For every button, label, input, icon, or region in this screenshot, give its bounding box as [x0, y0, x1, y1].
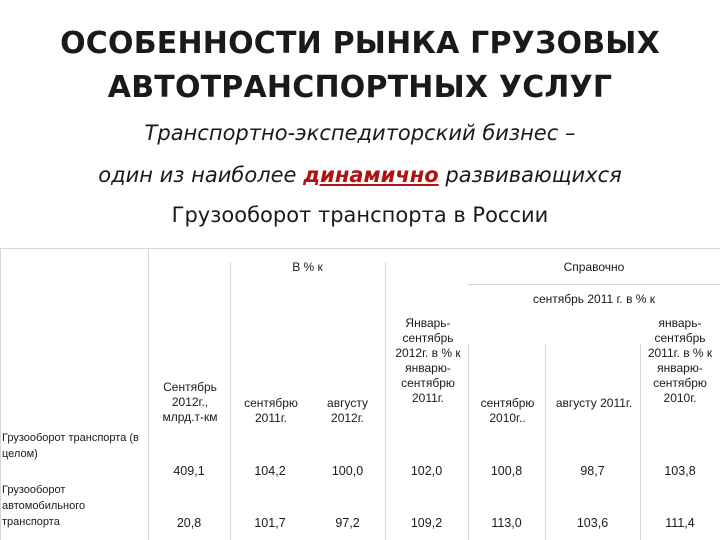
col-header-vs-aug-2012: августу 2012г.	[327, 396, 368, 425]
table-cell: 103,6	[576, 516, 609, 530]
row-label-auto: Грузооборот автомобильного транспорта	[2, 484, 86, 528]
subtitle-line-2	[0, 162, 720, 188]
slide-title	[0, 22, 720, 110]
title-line-2: АВТОТРАНСПОРТНЫХ УСЛУГ	[107, 70, 613, 105]
group-header-percent: В % к	[292, 260, 323, 274]
col-header-vs-sep-2011: сентябрю 2011г.	[244, 396, 298, 425]
table-cell: 101,7	[254, 516, 286, 530]
table-cell: 20,8	[176, 516, 202, 530]
table-cell: 113,0	[491, 516, 522, 530]
group-header-reference: Справочно	[563, 260, 625, 274]
freight-turnover-table	[0, 248, 720, 540]
table-cell: 104,2	[254, 464, 286, 478]
table-cell: 409,1	[173, 464, 205, 478]
row-label-total: Грузооборот транспорта (в целом)	[2, 432, 139, 460]
table-cell: 100,8	[490, 464, 523, 478]
title-line-1: ОСОБЕННОСТИ РЫНКА ГРУЗОВЫХ	[60, 26, 660, 61]
col-header-vs-aug-2011: августу 2011г.	[555, 396, 633, 410]
col-header-jan-sep-2011: январь-сентябрь 2011г. в % к январю-сентябрю 2010г.	[647, 316, 713, 405]
table-cell: 103,8	[664, 464, 696, 478]
table-cell: 111,4	[665, 516, 695, 530]
subtitle-highlight: динамично	[303, 163, 439, 187]
table-cell: 109,2	[410, 516, 443, 530]
table-caption: Грузооборот транспорта в России	[171, 203, 549, 227]
subtitle-pre: один из наиболее	[98, 163, 304, 187]
subtitle-line-1: Транспортно-экспедиторский бизнес –	[144, 121, 576, 145]
reference-subheader: сентябрь 2011 г. в % к	[532, 292, 656, 306]
col-header-sep-2012: Сентябрь 2012г., млрд.т-км	[162, 380, 218, 424]
table-cell: 100,0	[331, 464, 364, 478]
table-cell: 98,7	[580, 464, 605, 478]
col-header-jan-sep-2012: Январь-сентябрь 2012г. в % к январю-сентябрю 2011г.	[395, 316, 461, 405]
col-header-vs-sep-2010: сентябрю 2010г..	[480, 396, 535, 425]
table-cell: 97,2	[335, 516, 360, 530]
subtitle-post: развивающихся	[438, 163, 622, 187]
table-cell: 102,0	[410, 464, 443, 478]
